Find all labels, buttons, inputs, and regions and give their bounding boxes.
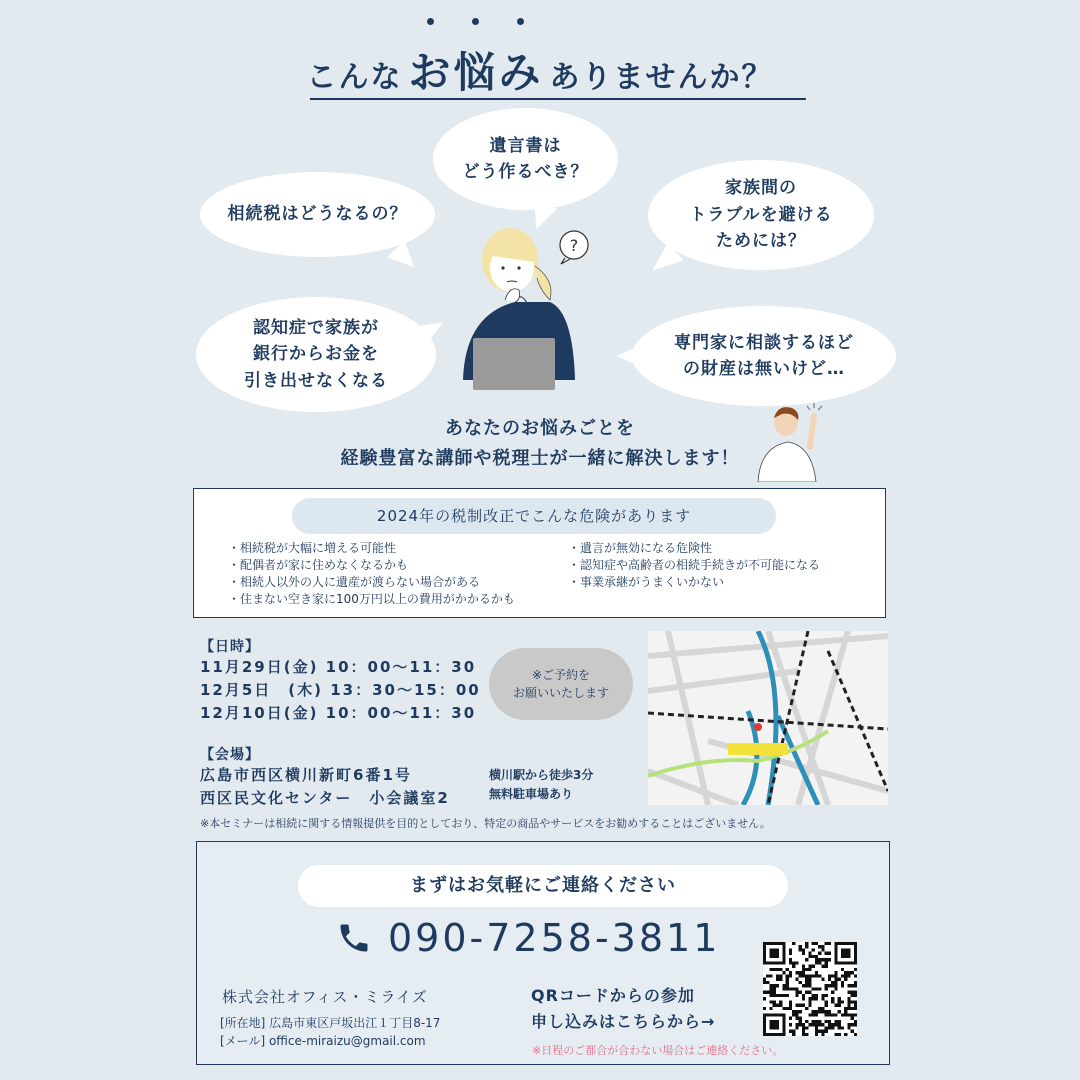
bubble-family-line: トラブルを避ける: [689, 204, 833, 225]
page-title: [0, 40, 1080, 100]
title-emphasis: [408, 40, 543, 100]
venue-map[interactable]: [648, 631, 888, 805]
access-line: 横川駅から徒歩3分: [489, 768, 594, 782]
bubble-tax: [200, 172, 435, 257]
title-part-2: お悩み: [408, 48, 544, 97]
qr-note: ※日程のご都合が合わない場合はご連絡ください。: [532, 1044, 784, 1057]
venue-line: 西区民文化センター 小会議室2: [200, 789, 450, 807]
access-line: 無料駐車場あり: [489, 787, 574, 801]
bubble-expert: [632, 306, 896, 406]
phone-icon: [336, 920, 372, 956]
bubble-will-line: 遺言書は: [489, 135, 562, 156]
risk-item: ・ 相続税が大幅に増える可能性: [228, 540, 515, 557]
qr-code-icon[interactable]: [763, 942, 857, 1036]
phone-row[interactable]: [336, 912, 720, 964]
address-label: [所在地]: [220, 1016, 266, 1030]
title-part-1: こんな: [306, 60, 403, 95]
reservation-line: お願いいたします: [512, 686, 609, 700]
access-info: [489, 766, 593, 804]
company-name: 株式会社オフィス・ミライズ: [222, 988, 428, 1006]
phone-number[interactable]: 090-7258-3811: [388, 916, 721, 960]
risk-heading: 2024年の税制改正でこんな危険があります: [292, 498, 776, 534]
bubble-dementia-line: 引き出せなくなる: [244, 370, 388, 391]
risk-item: ・ 遺言が無効になる危険性: [568, 540, 820, 557]
mail-value[interactable]: office-miraizu@gmail.com: [268, 1034, 426, 1048]
question-mark-icon: [555, 228, 593, 266]
bubble-dementia: [196, 297, 436, 412]
qr-line: 申し込みはこちらから→: [531, 1012, 716, 1031]
schedule-line: 12月10日(金) 10：00～11：30: [200, 704, 477, 722]
reservation-note: [489, 648, 633, 720]
schedule-heading: 【日時】: [200, 639, 260, 655]
emphasis-dots: [408, 18, 543, 25]
risk-item: ・ 住まない空き家に100万円以上の費用がかかるかも: [228, 591, 515, 608]
contact-heading: まずはお気軽にご連絡ください: [298, 865, 788, 907]
schedule-line: 12月5日 (木) 13：30～15：00: [200, 681, 481, 699]
bubble-will: [433, 108, 618, 210]
risk-item: ・ 事業承継がうまくいかない: [568, 574, 820, 591]
title-underline: [310, 98, 806, 100]
risk-item: ・ 認知症や高齢者の相続手続きが不可能になる: [568, 557, 820, 574]
intro-message: [0, 414, 1080, 474]
svg-text:?: ?: [569, 236, 579, 255]
risk-list-left: [228, 540, 515, 608]
reservation-line: ※ご予約を: [531, 668, 591, 682]
bubble-dementia-line: 銀行からお金を: [253, 344, 379, 365]
title-part-3: ありませんか？: [549, 60, 774, 95]
risk-item: ・ 配偶者が家に住めなくなるかも: [228, 557, 515, 574]
mail-label: [メール]: [220, 1034, 266, 1048]
venue-heading: 【会場】: [200, 747, 260, 763]
intro-line: 経験豊富な講師や税理士が一緒に解決します！: [340, 448, 740, 469]
qr-line: QRコードからの参加: [531, 986, 695, 1005]
bubble-family-line: 家族間の: [724, 178, 797, 199]
bubble-dementia-line: 認知症で家族が: [253, 317, 379, 338]
risk-list-right: [568, 540, 820, 591]
company-address: [220, 1014, 440, 1050]
schedule-line: 11月29日(金) 10：00～11：30: [200, 658, 477, 676]
disclaimer-text: ※本セミナーは相続に関する情報提供を目的としており、特定の商品やサービスをお勧めすることはございません。: [200, 817, 771, 830]
bubble-tax-line: 相続税はどうなるの？: [227, 204, 408, 225]
risk-item: ・ 相続人以外の人に遺産が渡らない場合がある: [228, 574, 515, 591]
schedule-list: [200, 656, 481, 725]
venue-line: 広島市西区横川新町6番1号: [200, 766, 412, 784]
venue-address: [200, 764, 450, 810]
qr-instructions: [531, 983, 715, 1035]
bubble-expert-line: 専門家に相談するほど: [674, 332, 854, 353]
bubble-expert-line: の財産は無いけど…: [683, 359, 845, 379]
bubble-will-line: どう作るべき？: [462, 162, 589, 182]
bubble-family: [648, 160, 874, 270]
bubble-family-line: ためには？: [715, 231, 806, 252]
address-value: 広島市東区戸坂出江１丁目8-17: [269, 1016, 441, 1030]
intro-line: あなたのお悩みごとを: [445, 418, 635, 439]
